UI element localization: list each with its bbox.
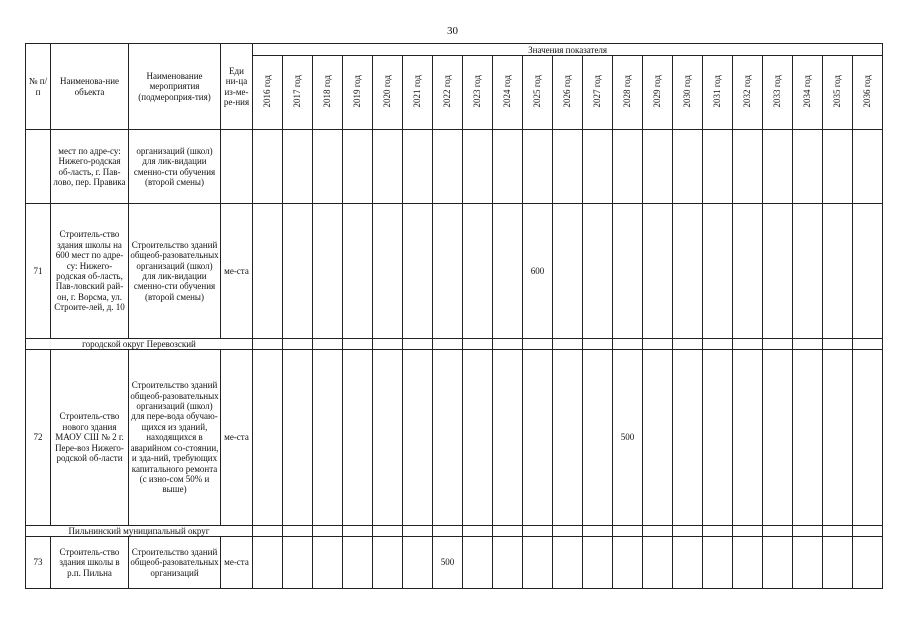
- value-cell: [463, 130, 493, 204]
- section-title: Пильнинский муниципальный округ: [26, 526, 253, 537]
- header-year-2017: 2017 год: [283, 56, 313, 130]
- value-cell: [763, 526, 793, 537]
- value-cell: [523, 537, 553, 589]
- value-cell: [253, 537, 283, 589]
- value-cell: [253, 339, 283, 350]
- value-cell: [703, 339, 733, 350]
- value-cell: [763, 130, 793, 204]
- header-year-2020: 2020 год: [373, 56, 403, 130]
- value-cell: [823, 526, 853, 537]
- value-cell: [313, 350, 343, 526]
- value-cell: [493, 526, 523, 537]
- value-cell: [343, 350, 373, 526]
- value-cell: [823, 350, 853, 526]
- value-cell: [613, 339, 643, 350]
- value-cell: [523, 350, 553, 526]
- header-year-2023: 2023 год: [463, 56, 493, 130]
- value-cell: [613, 537, 643, 589]
- value-cell: [673, 204, 703, 339]
- header-year-2028: 2028 год: [613, 56, 643, 130]
- value-cell: [643, 339, 673, 350]
- value-cell: [283, 204, 313, 339]
- value-cell: [373, 537, 403, 589]
- value-cell: [703, 350, 733, 526]
- value-cell: [853, 339, 883, 350]
- header-indicator-values: Значения показателя: [253, 44, 883, 56]
- header-year-2033: 2033 год: [763, 56, 793, 130]
- value-cell: [403, 350, 433, 526]
- cell-unit: ме-ста: [221, 537, 253, 589]
- value-cell: [343, 339, 373, 350]
- value-cell: [373, 526, 403, 537]
- value-cell: [643, 537, 673, 589]
- value-cell: [403, 537, 433, 589]
- value-cell: [553, 204, 583, 339]
- value-cell: [643, 204, 673, 339]
- value-cell: [283, 339, 313, 350]
- cell-object-name: Строитель-ство здания школы на 600 мест по адре-су: Нижего-родская об-ласть, Пав-ловский рай-он, г. Ворсма, ул. Строите-лей, д. 10: [51, 204, 129, 339]
- table-row-71: [26, 204, 883, 339]
- value-cell: [613, 526, 643, 537]
- value-cell: [313, 339, 343, 350]
- value-cell: [373, 339, 403, 350]
- value-cell: [523, 130, 553, 204]
- cell-measure-name: Строительство зданий общеоб-разовательных организаций (школ) для пере-вода обучаю-щихся из зданий, находящихся в аварийном со-стоянии, и зда-ний, требующих капитального ремонта (с изно-сом 50% и выше): [129, 350, 221, 526]
- cell-object-name: мест по адре-су: Нижего-родская об-ласть, г. Пав-лово, пер. Правика: [51, 130, 129, 204]
- value-cell: [793, 204, 823, 339]
- value-cell: [553, 537, 583, 589]
- header-year-2026: 2026 год: [553, 56, 583, 130]
- value-cell: [733, 130, 763, 204]
- value-cell: [853, 130, 883, 204]
- header-year-2030: 2030 год: [673, 56, 703, 130]
- value-cell: [313, 537, 343, 589]
- value-cell: [823, 204, 853, 339]
- value-cell: [493, 339, 523, 350]
- value-cell: [553, 526, 583, 537]
- value-cell: [733, 526, 763, 537]
- value-cell: [613, 130, 643, 204]
- value-cell: [583, 204, 613, 339]
- value-cell: [283, 130, 313, 204]
- value-cell: [613, 204, 643, 339]
- section-row-pilna: [26, 526, 883, 537]
- table-row-73: [26, 537, 883, 589]
- value-cell: [433, 350, 463, 526]
- header-year-2024: 2024 год: [493, 56, 523, 130]
- value-cell: [313, 204, 343, 339]
- value-cell: [373, 130, 403, 204]
- value-cell: [733, 350, 763, 526]
- value-cell: [403, 130, 433, 204]
- header-year-2022: 2022 год: [433, 56, 463, 130]
- value-cell: [253, 130, 283, 204]
- value-cell: [853, 204, 883, 339]
- header-measure-name: Наименование мероприятия (подмероприя-тия): [129, 44, 221, 130]
- value-cell: [853, 526, 883, 537]
- value-cell: [553, 339, 583, 350]
- header-year-2025: 2025 год: [523, 56, 553, 130]
- value-cell: [793, 350, 823, 526]
- value-cell: [403, 339, 433, 350]
- value-cell: [703, 537, 733, 589]
- value-cell-2028: 500: [613, 350, 643, 526]
- value-cell: [853, 350, 883, 526]
- table-row-72: [26, 350, 883, 526]
- value-cell: [283, 537, 313, 589]
- value-cell: [733, 204, 763, 339]
- header-object-name: Наименова-ние объекта: [51, 44, 129, 130]
- value-cell: [433, 339, 463, 350]
- value-cell: [523, 339, 553, 350]
- header-year-2031: 2031 год: [703, 56, 733, 130]
- value-cell: [463, 204, 493, 339]
- value-cell: [793, 526, 823, 537]
- value-cell: [793, 130, 823, 204]
- header-year-2016: 2016 год: [253, 56, 283, 130]
- value-cell: [523, 526, 553, 537]
- value-cell: [793, 339, 823, 350]
- value-cell: [763, 537, 793, 589]
- value-cell: [433, 204, 463, 339]
- header-number: № п/п: [26, 44, 51, 130]
- value-cell: [733, 537, 763, 589]
- value-cell: [403, 204, 433, 339]
- value-cell: [583, 526, 613, 537]
- value-cell: [673, 339, 703, 350]
- cell-number: 73: [26, 537, 51, 589]
- value-cell: [673, 526, 703, 537]
- cell-object-name: Строитель-ство нового здания МАОУ СШ № 2 г. Пере-воз Нижего-родской об-ласти: [51, 350, 129, 526]
- header-year-2029: 2029 год: [643, 56, 673, 130]
- value-cell: [343, 537, 373, 589]
- value-cell: [553, 350, 583, 526]
- indicator-table: [25, 43, 883, 589]
- value-cell: [253, 204, 283, 339]
- value-cell: [463, 537, 493, 589]
- cell-unit: ме-ста: [221, 204, 253, 339]
- value-cell: [733, 339, 763, 350]
- cell-unit: [221, 130, 253, 204]
- value-cell: [493, 204, 523, 339]
- value-cell: [673, 350, 703, 526]
- cell-object-name: Строитель-ство здания школы в р.п. Пильна: [51, 537, 129, 589]
- value-cell: [493, 350, 523, 526]
- header-year-2036: 2036 год: [853, 56, 883, 130]
- value-cell: [253, 350, 283, 526]
- value-cell: [703, 204, 733, 339]
- value-cell: [283, 526, 313, 537]
- value-cell: [283, 350, 313, 526]
- value-cell: [403, 526, 433, 537]
- value-cell: [583, 339, 613, 350]
- value-cell: [763, 204, 793, 339]
- section-title: городской округ Перевозский: [26, 339, 253, 350]
- cell-number: 72: [26, 350, 51, 526]
- value-cell: [463, 339, 493, 350]
- value-cell: [463, 350, 493, 526]
- value-cell: [643, 130, 673, 204]
- value-cell: [583, 350, 613, 526]
- header-year-2027: 2027 год: [583, 56, 613, 130]
- value-cell: [433, 526, 463, 537]
- value-cell: [823, 537, 853, 589]
- value-cell: [343, 204, 373, 339]
- value-cell: [433, 130, 463, 204]
- value-cell: [373, 350, 403, 526]
- value-cell: [373, 204, 403, 339]
- cell-number: [26, 130, 51, 204]
- value-cell: [583, 130, 613, 204]
- value-cell: [853, 537, 883, 589]
- value-cell: [253, 526, 283, 537]
- value-cell: [343, 526, 373, 537]
- value-cell: [823, 130, 853, 204]
- value-cell: [703, 130, 733, 204]
- cell-number: 71: [26, 204, 51, 339]
- value-cell: [493, 130, 523, 204]
- value-cell-2025: 600: [523, 204, 553, 339]
- header-year-2034: 2034 год: [793, 56, 823, 130]
- section-row-perevoz: [26, 339, 883, 350]
- header-year-2019: 2019 год: [343, 56, 373, 130]
- table-row-continued: [26, 130, 883, 204]
- header-unit: Еди ни-ца из-ме-ре-ния: [221, 44, 253, 130]
- header-year-2032: 2032 год: [733, 56, 763, 130]
- value-cell: [493, 537, 523, 589]
- page-number: 30: [447, 25, 458, 37]
- value-cell: [673, 130, 703, 204]
- value-cell: [343, 130, 373, 204]
- value-cell: [643, 526, 673, 537]
- value-cell: [313, 526, 343, 537]
- value-cell: [823, 339, 853, 350]
- value-cell: [763, 350, 793, 526]
- header-year-2021: 2021 год: [403, 56, 433, 130]
- value-cell: [643, 350, 673, 526]
- value-cell: [583, 537, 613, 589]
- cell-unit: ме-ста: [221, 350, 253, 526]
- cell-measure-name: Строительство зданий общеоб-разовательных организаций (школ) для лик-видации сменно-сти обучения (второй смены): [129, 204, 221, 339]
- header-year-2018: 2018 год: [313, 56, 343, 130]
- value-cell: [553, 130, 583, 204]
- value-cell: [463, 526, 493, 537]
- value-cell: [313, 130, 343, 204]
- cell-measure-name: организаций (школ) для лик-видации сменно-сти обучения (второй смены): [129, 130, 221, 204]
- cell-measure-name: Строительство зданий общеоб-разовательных организаций: [129, 537, 221, 589]
- value-cell: [703, 526, 733, 537]
- value-cell: [763, 339, 793, 350]
- value-cell-2022: 500: [433, 537, 463, 589]
- value-cell: [673, 537, 703, 589]
- value-cell: [793, 537, 823, 589]
- header-year-2035: 2035 год: [823, 56, 853, 130]
